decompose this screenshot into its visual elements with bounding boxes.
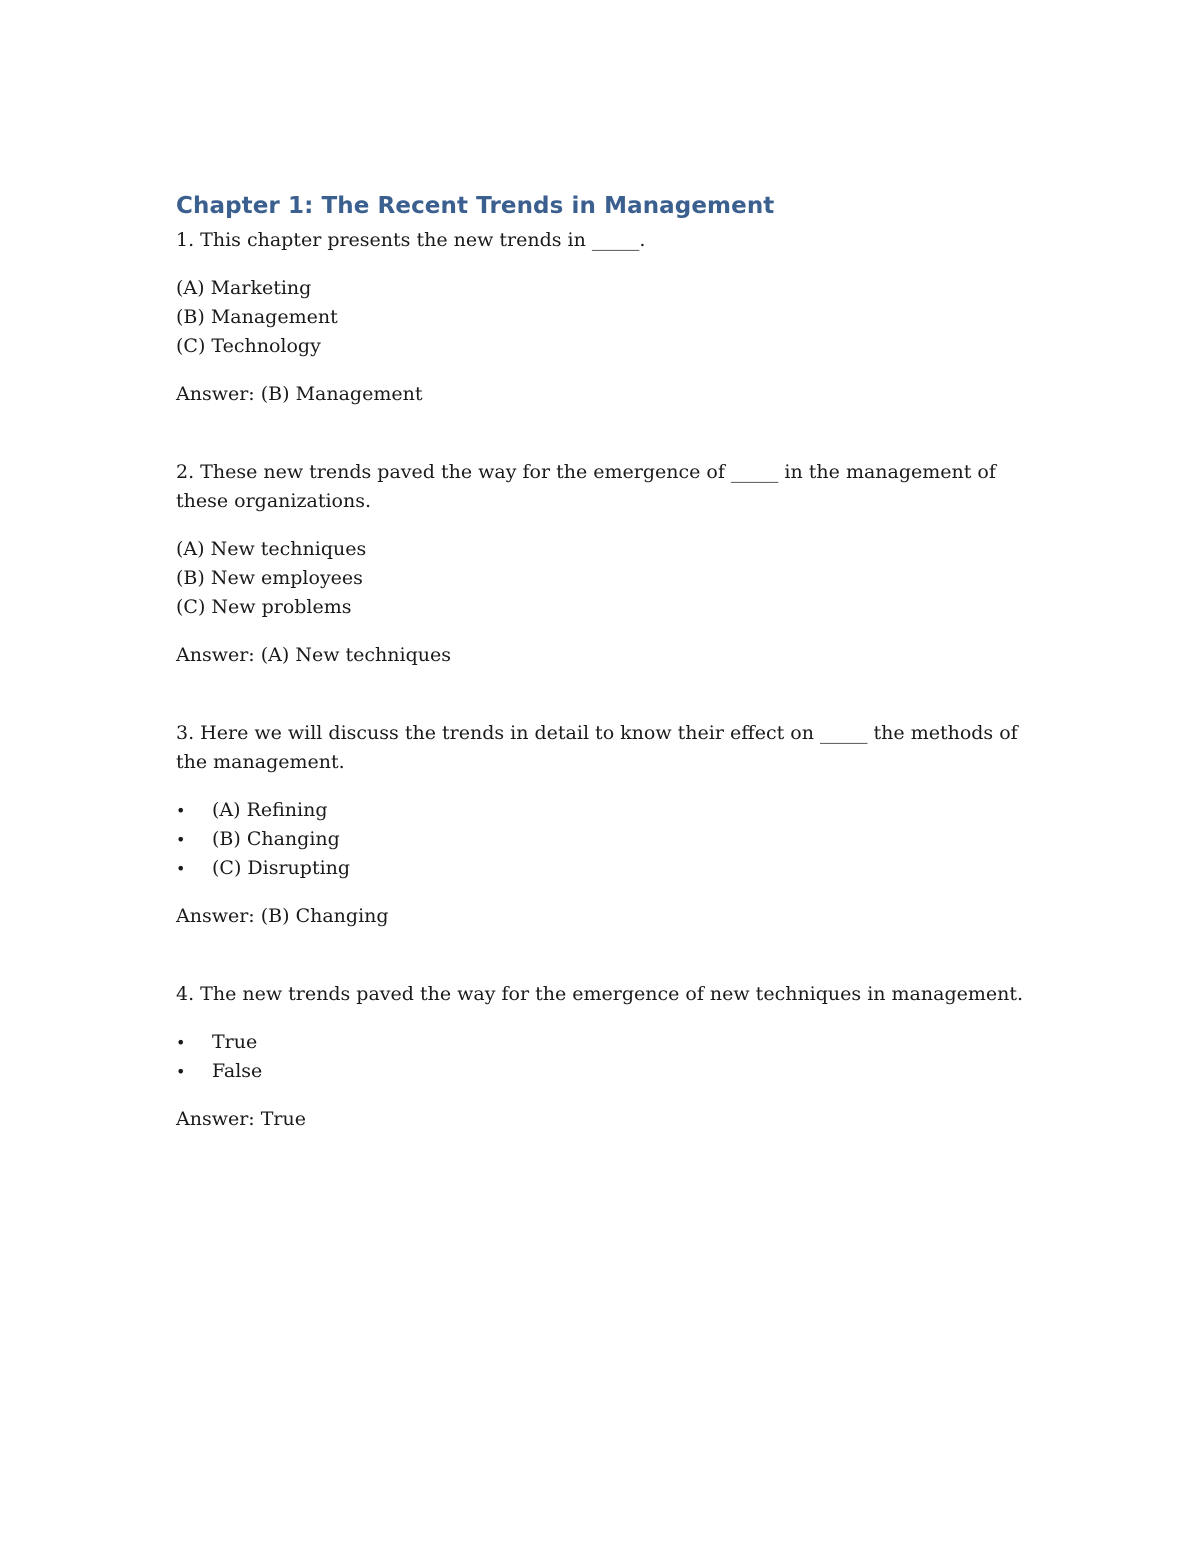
option-label: (C) Disrupting bbox=[212, 857, 351, 879]
question-3-options bbox=[176, 796, 1026, 883]
question-3-answer: Answer: (B) Changing bbox=[176, 905, 389, 927]
question-1-options bbox=[176, 274, 1026, 361]
bullet-icon: • bbox=[176, 830, 186, 849]
question-2-answer: Answer: (A) New techniques bbox=[176, 644, 451, 666]
question-2-options bbox=[176, 535, 1026, 622]
question-4-option-true bbox=[176, 1028, 1026, 1057]
question-3-option-a bbox=[176, 796, 1026, 825]
option-label: (A) Refining bbox=[212, 799, 328, 821]
question-1-answer: Answer: (B) Management bbox=[176, 383, 423, 405]
bullet-icon: • bbox=[176, 1062, 186, 1081]
chapter-title: Chapter 1: The Recent Trends in Management bbox=[176, 193, 775, 219]
document-content bbox=[176, 190, 1026, 1134]
question-2-option-a: (A) New techniques bbox=[176, 538, 367, 560]
question-1-text: 1. This chapter presents the new trends in _____. bbox=[176, 229, 646, 251]
question-2-option-b: (B) New employees bbox=[176, 567, 363, 589]
question-1-option-c: (C) Technology bbox=[176, 335, 321, 357]
question-1-option-a: (A) Marketing bbox=[176, 277, 312, 299]
question-3-option-c bbox=[176, 854, 1026, 883]
option-label: False bbox=[212, 1060, 263, 1082]
bullet-icon: • bbox=[176, 859, 186, 878]
bullet-icon: • bbox=[176, 1033, 186, 1052]
bullet-icon: • bbox=[176, 801, 186, 820]
question-2-option-c: (C) New problems bbox=[176, 596, 352, 618]
question-2-text: 2. These new trends paved the way for the emergence of _____ in the management of these organizations. bbox=[176, 461, 996, 512]
question-4-options bbox=[176, 1028, 1026, 1086]
question-4-answer: Answer: True bbox=[176, 1108, 306, 1130]
option-label: True bbox=[212, 1031, 258, 1053]
question-4-option-false bbox=[176, 1057, 1026, 1086]
question-3-option-b bbox=[176, 825, 1026, 854]
question-4-text: 4. The new trends paved the way for the emergence of new techniques in management. bbox=[176, 983, 1024, 1005]
question-1-option-b: (B) Management bbox=[176, 306, 338, 328]
question-3-text: 3. Here we will discuss the trends in detail to know their effect on _____ the methods of the management. bbox=[176, 722, 1018, 773]
option-label: (B) Changing bbox=[212, 828, 340, 850]
